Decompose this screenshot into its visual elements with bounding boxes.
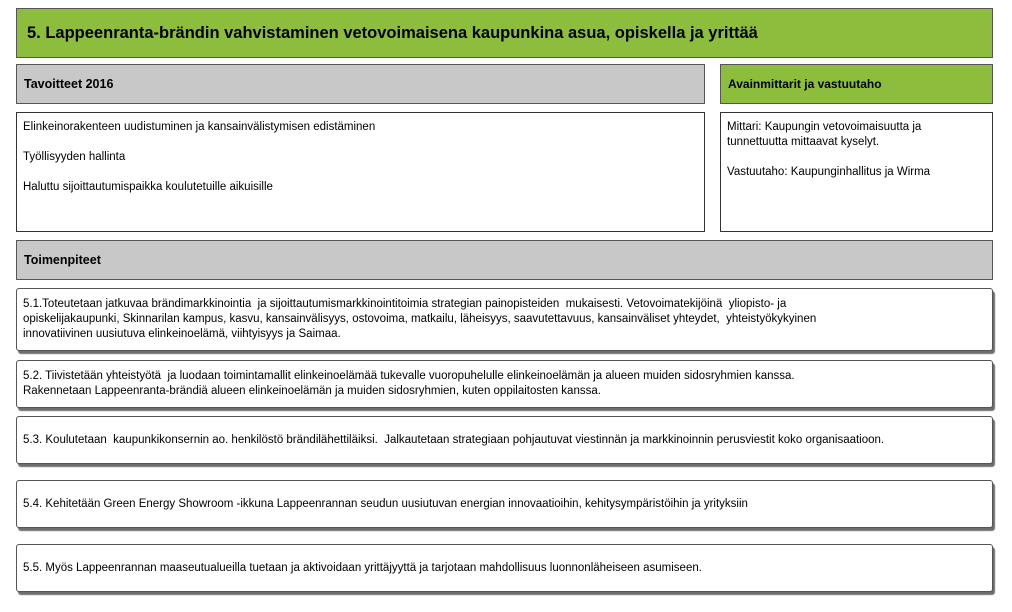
goals-header: [16, 64, 705, 104]
indicators-header: [720, 64, 993, 104]
action-item-5-2: [16, 360, 993, 408]
action-line: innovatiivinen uusiutuva elinkeinoelämä, viihtyisyys ja Saimaa.: [23, 328, 341, 340]
action-item-5-3: [16, 416, 993, 464]
action-line: 5.2. Tiivistetään yhteistyötä ja luodaan toimintamallit elinkeinoelämää tukevalle vuoropuhelulle elinkeinoelämän ja alueen muiden sidosryhmien kanssa.: [23, 370, 795, 382]
action-line: opiskelijakaupunki, Skinnarilan kampus, kasvu, kansainvälisyys, ostovoima, matkailu, läheisyys, saavutettavuus, kansainväliset yhteydet, yhteistyökykyinen: [23, 313, 817, 325]
indicators-panel: [720, 112, 993, 232]
action-line: 5.1.Toteutetaan jatkuvaa brändimarkkinointia ja sijoittautumismarkkinointitoimia strategian painopisteiden mukaisesti. Vetovoimatekijöinä yliopisto- ja: [23, 298, 787, 310]
action-line: 5.3. Koulutetaan kaupunkikonsernin ao. henkilöstö brändilähettiläiksi. Jalkautetaan strategiaan pohjautuvat viestinnän ja markkinoinnin perusviestit koko organisaatioon.: [23, 433, 885, 446]
actions-header-label: Toimenpiteet: [24, 253, 101, 267]
indicator-meter-line1: Mittari: Kaupungin vetovoimaisuutta ja: [727, 121, 922, 133]
indicators-header-label: Avainmittarit ja vastuutaho: [728, 77, 882, 91]
indicator-responsible: Vastuutaho: Kaupunginhallitus ja Wirma: [727, 166, 931, 178]
page-title-text: 5. Lappeenranta-brändin vahvistaminen vetovoimaisena kaupunkina asua, opiskella ja yrittää: [27, 23, 758, 42]
action-line: 5.5. Myös Lappeenrannan maaseutualueilla tuetaan ja aktivoidaan yrittäjyyttä ja tarjotaan mahdollisuus luonnonläheiseen asumiseen.: [23, 561, 702, 574]
action-line: 5.4. Kehitetään Green Energy Showroom -ikkuna Lappeenrannan seudun uusiutuvan energian innovaatioihin, kehitysympäristöihin ja yrityksiin: [23, 497, 748, 510]
goal-item: Elinkeinorakenteen uudistuminen ja kansainvälistymisen edistäminen: [23, 121, 376, 133]
actions-header: [16, 240, 993, 280]
action-item-5-5: [16, 544, 993, 592]
action-item-5-1: [16, 288, 993, 351]
action-line: Rakennetaan Lappeenranta-brändiä alueen elinkeinoelämän ja muiden sidosryhmien, kuten oppilaitosten kanssa.: [23, 385, 601, 397]
indicator-meter-line2: tunnettuutta mittaavat kyselyt.: [727, 136, 880, 148]
goals-header-label: Tavoitteet 2016: [24, 77, 114, 91]
page-title: [16, 8, 993, 58]
goal-item: Työllisyyden hallinta: [23, 151, 126, 163]
goal-item: Haluttu sijoittautumispaikka koulutetuille aikuisille: [23, 181, 273, 193]
action-item-5-4: [16, 480, 993, 528]
goals-panel: [16, 112, 705, 232]
